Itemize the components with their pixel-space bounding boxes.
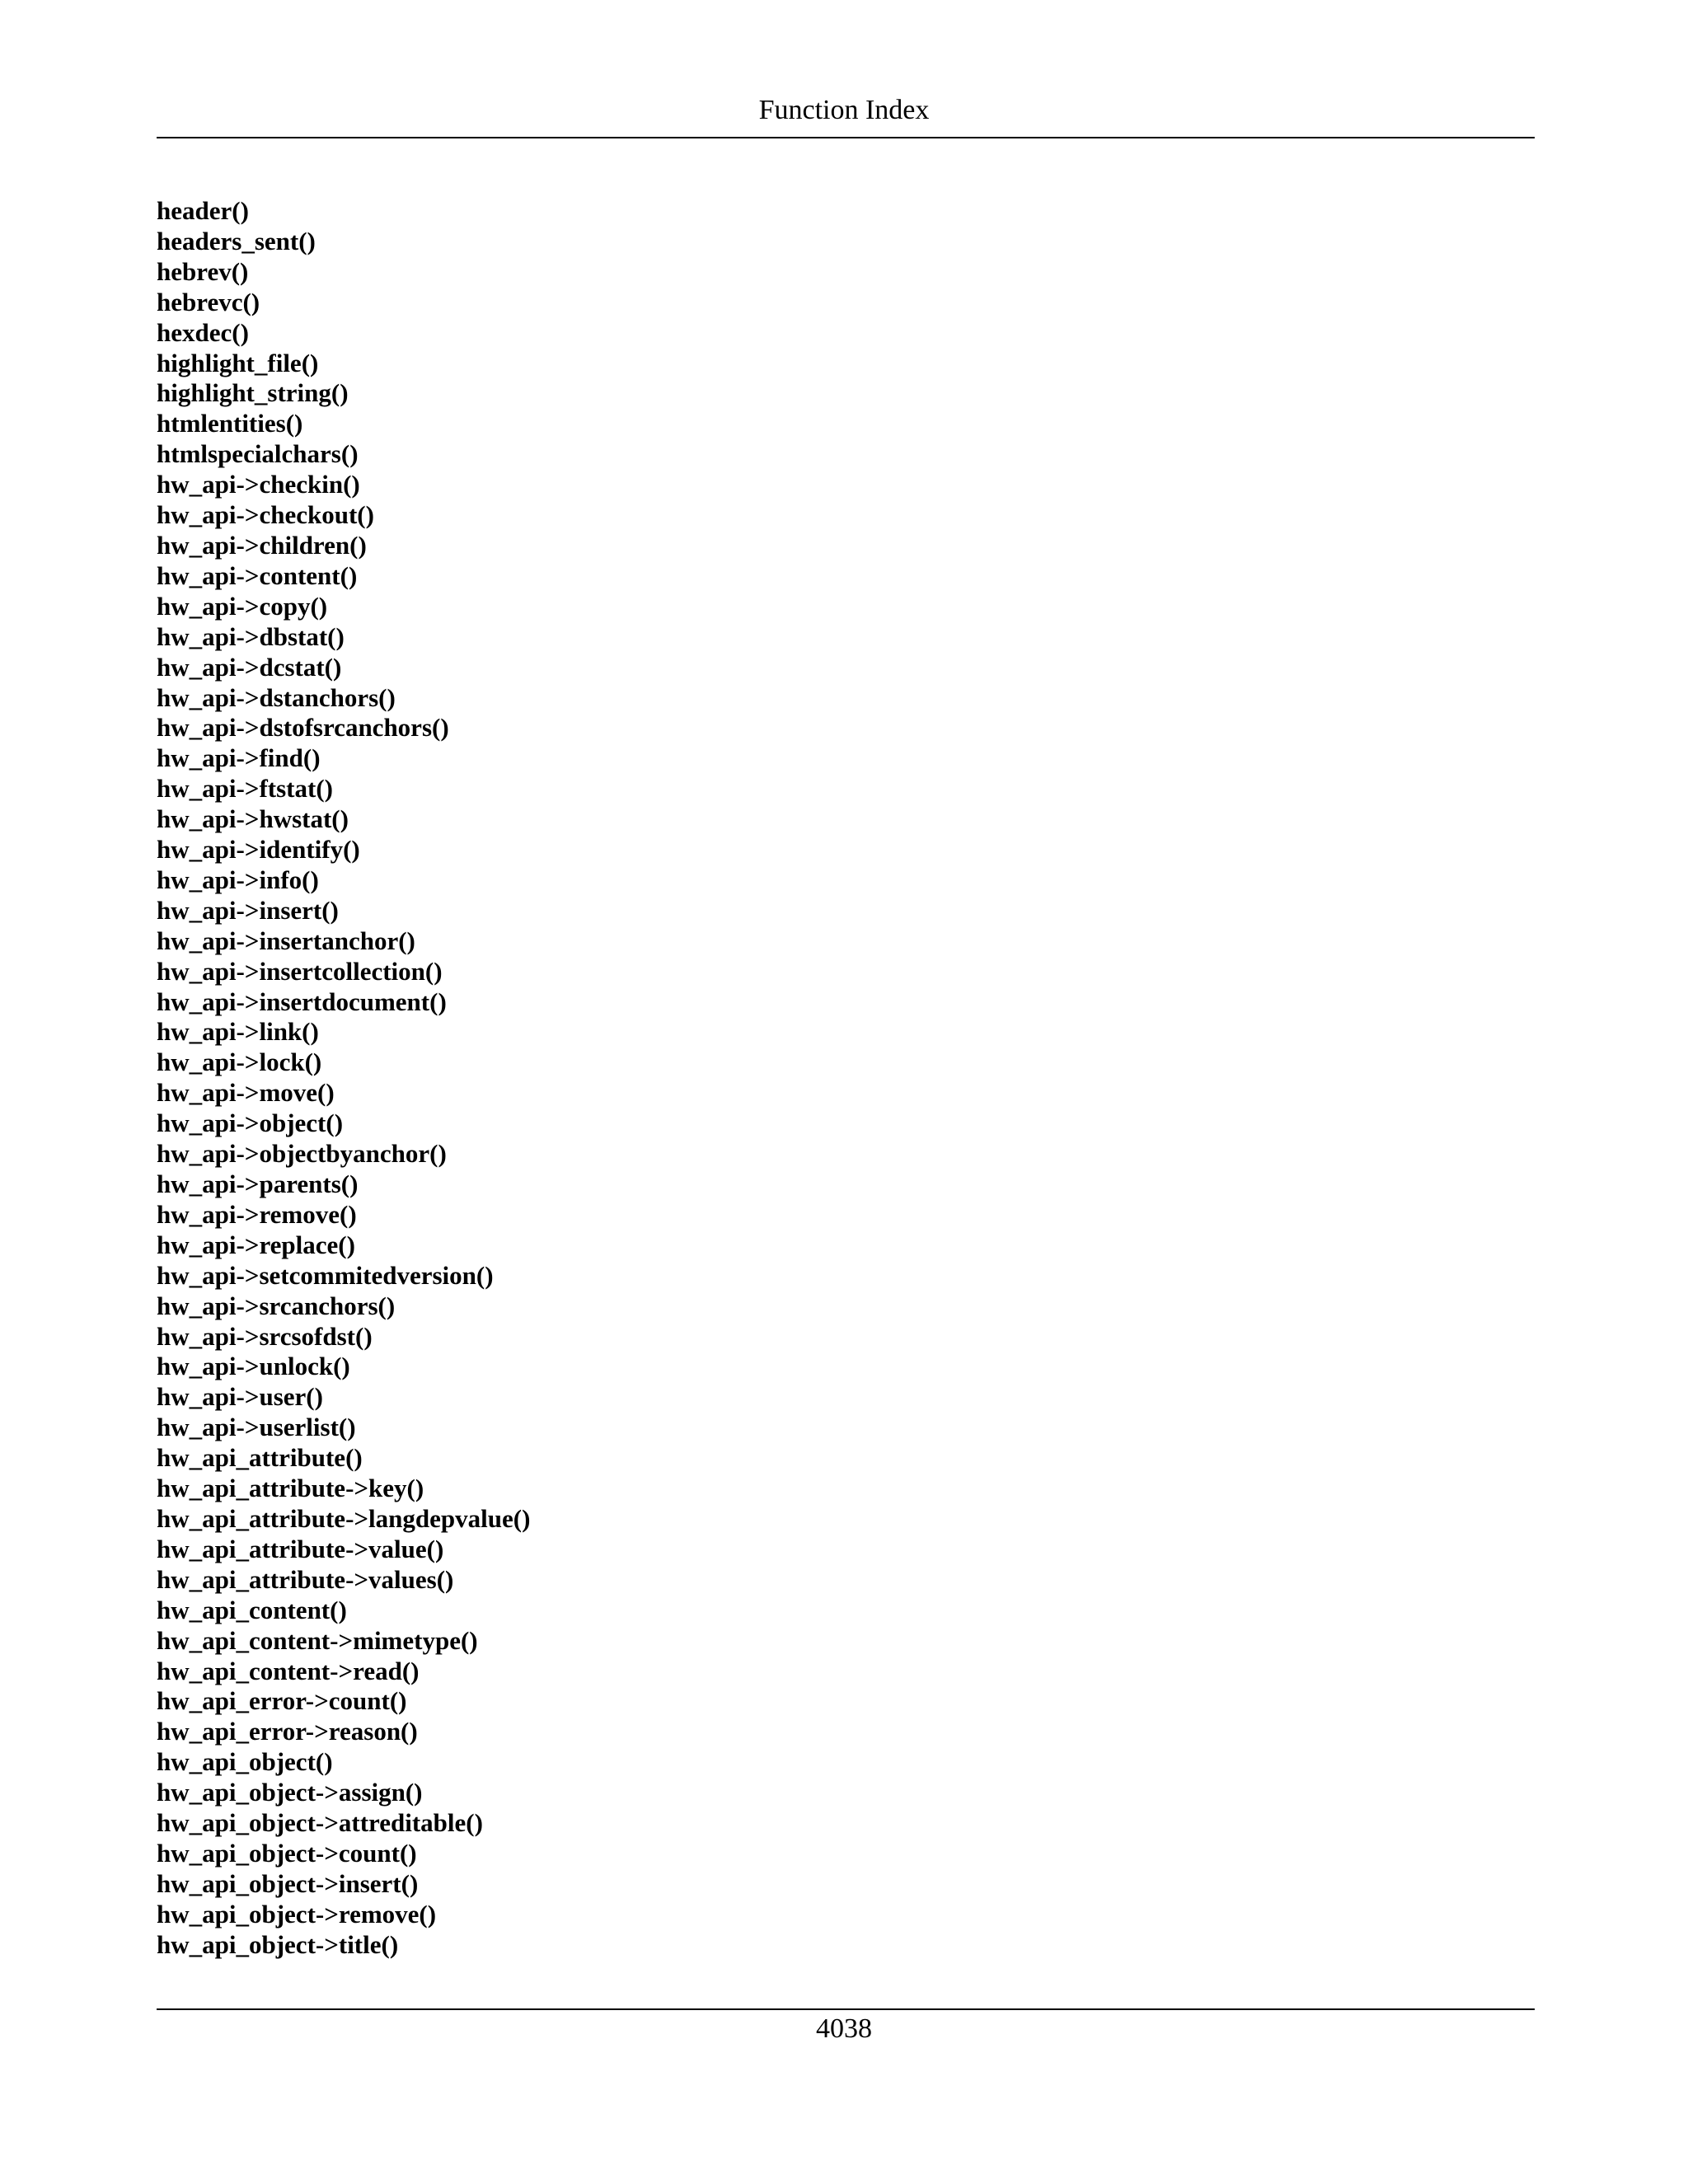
function-index-entry: hw_api->user() (157, 1382, 323, 1412)
function-index-entry: hw_api->info() (157, 865, 319, 894)
function-index-entry: hw_api->dstofsrcanchors() (157, 713, 449, 743)
function-index-entry: hw_api_attribute->values() (157, 1564, 454, 1594)
function-index-entry: hexdec() (157, 317, 249, 347)
function-index-entry: hw_api_object->insert() (157, 1868, 419, 1898)
function-index-entry: hw_api->srcanchors() (157, 1291, 396, 1320)
function-index-entry: hw_api_attribute->key() (157, 1474, 424, 1503)
function-index-entry: highlight_file() (157, 348, 319, 377)
function-index-entry: hw_api->identify() (157, 835, 360, 865)
function-index-entry: hw_api->children() (157, 530, 367, 560)
function-index-entry: hw_api->lock() (157, 1047, 322, 1077)
function-index-entry: hw_api->unlock() (157, 1352, 350, 1381)
function-index-entry: hw_api->insertdocument() (157, 987, 447, 1016)
function-index-entry: hw_api_object->assign() (157, 1778, 423, 1807)
function-index-entry: hw_api->move() (157, 1078, 335, 1108)
function-index-entry: hw_api->link() (157, 1017, 319, 1047)
function-index-entry: hw_api->userlist() (157, 1413, 356, 1442)
function-index-entry: hw_api->insertanchor() (157, 926, 415, 955)
function-index-entry: hw_api->setcommitedversion() (157, 1260, 494, 1290)
function-index-list (157, 196, 530, 1961)
function-index-entry: hw_api->hwstat() (157, 804, 349, 834)
page-header-title: Function Index (758, 95, 930, 125)
footer-divider (157, 2008, 1535, 2010)
function-index-entry: hw_api->ftstat() (157, 774, 333, 804)
function-index-entry: hw_api_content->read() (157, 1656, 420, 1685)
function-index-entry: hw_api->dstanchors() (157, 682, 396, 712)
function-index-entry: hw_api->parents() (157, 1169, 359, 1198)
function-index-entry: hw_api_object->remove() (157, 1899, 437, 1929)
function-index-entry: hw_api_content->mimetype() (157, 1625, 478, 1655)
function-index-entry: hw_api_object->title() (157, 1929, 399, 1959)
function-index-entry: hw_api->object() (157, 1108, 344, 1138)
function-index-entry: hw_api->remove() (157, 1199, 357, 1229)
function-index-entry: hw_api_object() (157, 1747, 333, 1777)
function-index-entry: hw_api_attribute() (157, 1443, 363, 1473)
function-index-entry: hebrev() (157, 256, 249, 286)
function-index-entry: hw_api_error->count() (157, 1686, 407, 1716)
function-index-entry: htmlspecialchars() (157, 439, 359, 469)
function-index-entry: hw_api->copy() (157, 591, 328, 621)
function-index-entry: hw_api->content() (157, 560, 358, 590)
function-index-entry: headers_sent() (157, 226, 316, 255)
function-index-entry: hw_api->checkout() (157, 500, 374, 530)
function-index-entry: hw_api->find() (157, 743, 321, 773)
function-index-entry: hebrevc() (157, 287, 260, 316)
function-index-entry: hw_api->insertcollection() (157, 956, 443, 986)
function-index-entry: hw_api->checkin() (157, 470, 360, 499)
function-index-entry: hw_api->srcsofdst() (157, 1321, 373, 1351)
function-index-entry: hw_api_object->attreditable() (157, 1808, 483, 1838)
function-index-entry: hw_api->objectbyanchor() (157, 1139, 447, 1169)
function-index-entry: hw_api_attribute->langdepvalue() (157, 1503, 531, 1533)
function-index-entry: header() (157, 196, 249, 225)
function-index-entry: hw_api->dbstat() (157, 621, 345, 651)
function-index-entry: hw_api->replace() (157, 1230, 355, 1259)
header-divider (157, 137, 1535, 138)
function-index-entry: highlight_string() (157, 378, 349, 408)
function-index-entry: hw_api->dcstat() (157, 652, 342, 682)
function-index-entry: hw_api_error->reason() (157, 1717, 418, 1746)
function-index-entry: hw_api->insert() (157, 895, 339, 925)
function-index-entry: hw_api_attribute->value() (157, 1534, 444, 1563)
function-index-entry: htmlentities() (157, 409, 303, 438)
function-index-entry: hw_api_object->count() (157, 1838, 417, 1868)
page-number: 4038 (816, 2013, 872, 2044)
function-index-entry: hw_api_content() (157, 1595, 347, 1624)
